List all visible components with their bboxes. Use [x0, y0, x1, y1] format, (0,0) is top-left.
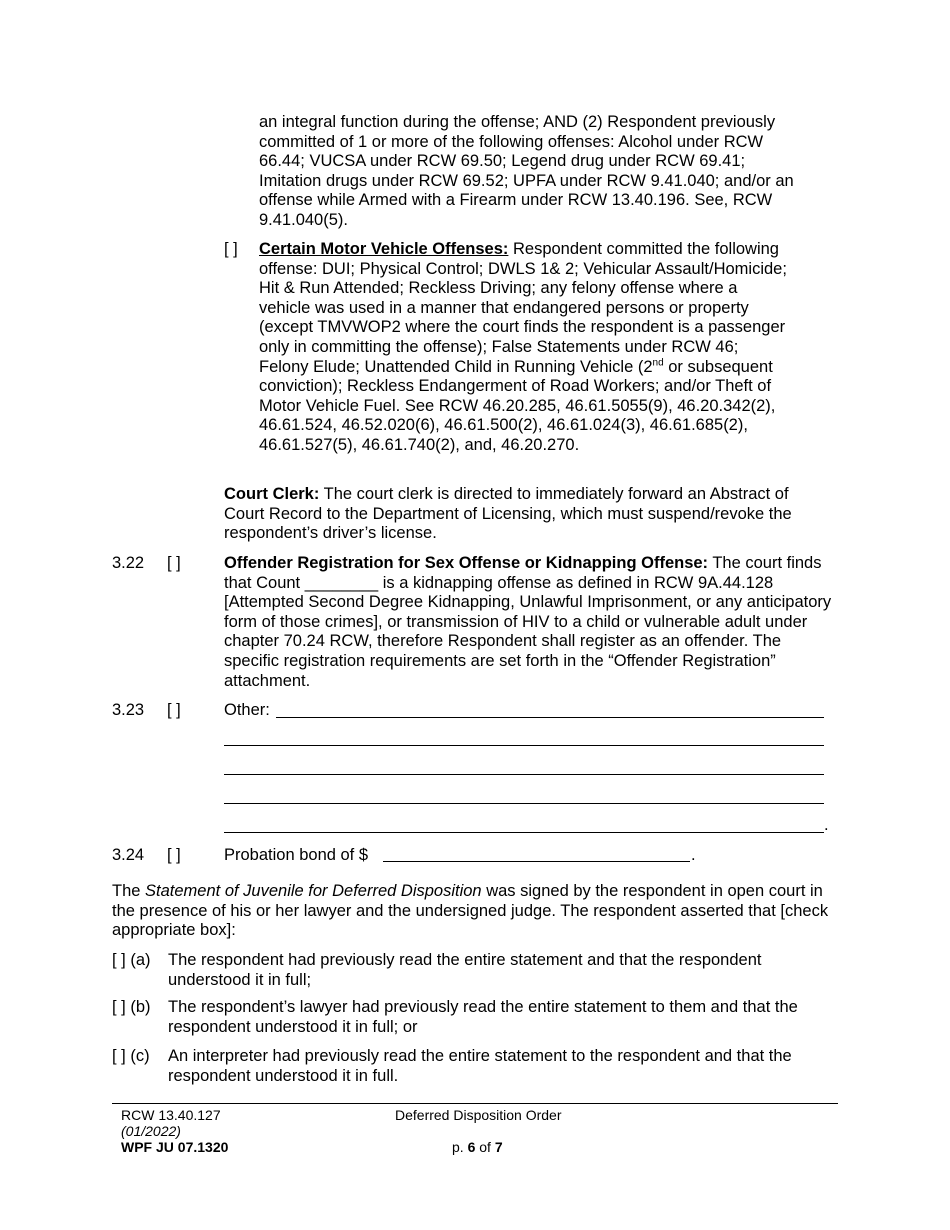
continued-paragraph: an integral function during the offense; AND (2) Respondent previously committed of 1 or more of the following offenses: Alcohol under RCW 66.44; VUCSA under RCW 69.50; Legend drug under RCW 69.41; Imitation drugs under RCW 69.52; UPFA under RCW 9.41.040; and/or an offense while Armed with a Firearm under RCW 13.40.196. See, RCW 9.41.040(5). — [259, 113, 794, 229]
statement-title: Statement of Juvenile for Deferred Disposition — [145, 882, 482, 900]
section-3-24-checkbox[interactable]: [ ] — [167, 846, 181, 864]
other-line-2[interactable] — [224, 745, 824, 746]
footer-form-id: WPF JU 07.1320 — [121, 1139, 229, 1155]
other-line-3[interactable] — [224, 774, 824, 775]
footer-statute: RCW 13.40.127 — [121, 1107, 221, 1123]
section-3-22-number: 3.22 — [112, 554, 145, 572]
other-line-1[interactable] — [276, 717, 824, 718]
option-b-text: The respondent’s lawyer had previously read the entire statement to them and that the respondent understood it in full; or — [168, 998, 798, 1036]
section-3-22-checkbox[interactable]: [ ] — [167, 554, 181, 572]
footer-revision: (01/2022) — [121, 1123, 181, 1139]
section-3-22-heading: Offender Registration for Sex Offense or Kidnapping Offense: — [224, 554, 709, 572]
section-3-23-checkbox[interactable]: [ ] — [167, 701, 181, 719]
statement-text-1: The — [112, 882, 146, 900]
section-3-22-text-1: The court finds that Count — [224, 554, 822, 592]
probation-bond-line[interactable] — [383, 861, 690, 862]
other-line-4[interactable] — [224, 803, 824, 804]
footer-rule — [112, 1103, 838, 1104]
section-3-23-number: 3.23 — [112, 701, 145, 719]
motor-vehicle-text-2: or subsequent conviction); Reckless Endangerment of Road Workers; and/or Theft of Motor Vehicle Fuel. See RCW 46.20.285, 46.61.5055(9), 46.20.342(2), 46.61.524, 46.52.020(6), 46.61.500(2), 46.61.024(3), 46.61.685(2), 46.61.527(5), 46.61.740(2), and, 46.20.270. — [259, 357, 776, 454]
footer-left — [121, 1107, 228, 1155]
motor-vehicle-text-1: Respondent committed the following offense: DUI; Physical Control; DWLS 1& 2; Vehicular Assault/Homicide; Hit & Run Attended; Reckless Driving; any felony offense where a vehicle was used in a manner that endangered persons or property (except TMVWOP2 where the court finds the respondent is a passenger only in committing the offense); False Statements under RCW 46; Felony Elude; Unattended Child in Running Vehicle (2 — [259, 240, 787, 376]
court-clerk-text: The court clerk is directed to immediately forward an Abstract of Court Record to the Department of Licensing, which must suspend/revoke the respondent’s driver’s license. — [224, 485, 792, 543]
option-c-text: An interpreter had previously read the entire statement to the respondent and that the respondent understood it in full. — [168, 1047, 792, 1085]
section-3-22-text-2: is a kidnapping offense as defined in RCW 9A.44.128 [Attempted Second Degree Kidnapping, Unlawful Imprisonment, or any anticipatory form of those crimes], or transmission of HIV to a child or vulnerable adult under chapter 70.24 RCW, therefore Respondent shall register as an offender. The specific registration requirements are set forth in the “Offender Registration” attachment. — [224, 573, 832, 690]
statement-text-2: was signed by the respondent in open court in the presence of his or her lawyer and the undersigned judge. The respondent asserted that [check appropriate box]: — [112, 882, 829, 940]
statement-paragraph — [112, 882, 837, 941]
other-end-period: . — [824, 816, 829, 834]
motor-vehicle-checkbox[interactable]: [ ] — [224, 240, 238, 258]
court-clerk-paragraph — [224, 485, 824, 544]
page-current: 6 — [467, 1139, 476, 1155]
court-clerk-heading: Court Clerk: — [224, 485, 320, 503]
page-prefix: p. — [452, 1139, 468, 1155]
option-a-text: The respondent had previously read the entire statement and that the respondent understood it in full; — [168, 951, 762, 989]
option-c-marker[interactable]: [ ] (c) — [112, 1047, 150, 1065]
page-total: 7 — [494, 1139, 503, 1155]
footer-page-number — [452, 1139, 503, 1155]
motor-vehicle-paragraph — [259, 240, 789, 456]
footer-title: Deferred Disposition Order — [395, 1107, 562, 1123]
count-blank[interactable]: ________ — [304, 573, 379, 592]
other-label: Other: — [224, 701, 270, 719]
option-a-marker[interactable]: [ ] (a) — [112, 951, 151, 969]
probation-bond-label: Probation bond of $ — [224, 846, 369, 864]
section-3-24-number: 3.24 — [112, 846, 145, 864]
probation-bond-end-period: . — [691, 846, 696, 864]
option-b-marker[interactable]: [ ] (b) — [112, 998, 151, 1016]
page-of: of — [475, 1139, 495, 1155]
other-line-5[interactable] — [224, 832, 824, 833]
motor-vehicle-superscript: nd — [652, 357, 664, 369]
motor-vehicle-heading: Certain Motor Vehicle Offenses: — [259, 240, 509, 258]
section-3-22-paragraph — [224, 554, 834, 691]
